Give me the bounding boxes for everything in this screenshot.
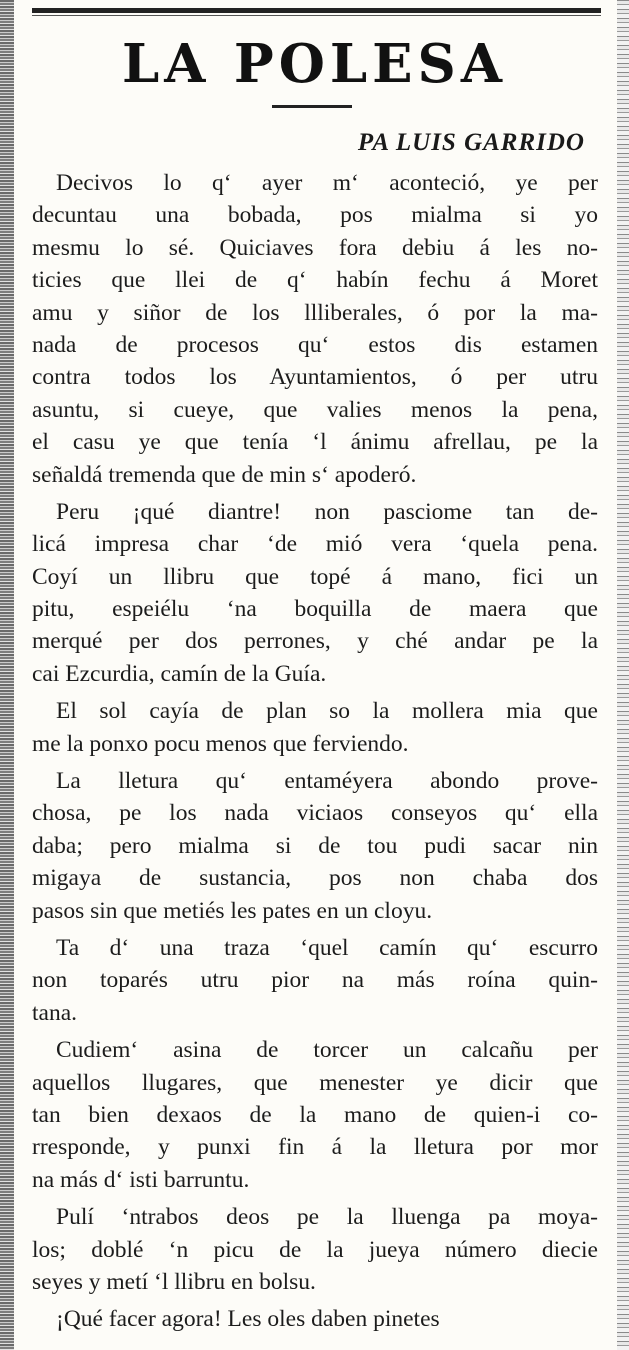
article-paragraph — [32, 1034, 598, 1196]
text-line: aquellos llugares, que menester ye dicir que — [32, 1069, 598, 1096]
text-line: tan bien dexaos de la mano de quien-i co- — [32, 1101, 598, 1128]
text-line: ticies que llei de q‘ habín fechu á Moret — [32, 267, 598, 294]
text-line: chosa, pe los nada viciaos conseyos qu‘ ella — [32, 800, 598, 827]
article-paragraph — [32, 695, 598, 760]
article-title: LA POLESA — [122, 33, 507, 95]
text-line: los; doblé ‘n picu de la jueya número diecie — [32, 1236, 598, 1263]
text-line: na más d‘ isti barruntu. — [32, 1166, 250, 1193]
text-line: el casu ye que tenía ‘l ánimu afrellau, pe la — [32, 429, 598, 456]
article-paragraph — [32, 932, 598, 1029]
article-paragraph — [32, 1303, 598, 1335]
text-line: Ta d‘ una traza ‘quel camín qu‘ escurro — [56, 934, 598, 961]
article-paragraph — [32, 167, 598, 491]
text-line: amu y siñor de los llliberales, ó por la ma- — [32, 299, 598, 326]
text-line: asuntu, si cueye, que valies menos la pena, — [32, 396, 598, 423]
text-line: me la ponxo pocu menos que ferviendo. — [32, 730, 409, 757]
text-line: pitu, espeiélu ‘na boquilla de maera que — [32, 596, 598, 623]
text-line: decuntau una bobada, pos mialma si yo — [32, 202, 598, 229]
text-line: licá impresa char ‘de mió vera ‘quela pena. — [32, 531, 598, 558]
article-paragraph — [32, 1201, 598, 1298]
article-paragraph — [32, 496, 598, 690]
text-line: La lletura qu‘ entaméyera abondo prove- — [56, 768, 598, 795]
text-line: seyes y metí ‘l llibru en bolsu. — [32, 1268, 316, 1295]
page-edge-right — [617, 0, 629, 1350]
text-line: cai Ezcurdia, camín de la Guía. — [32, 660, 327, 687]
text-line: contra todos los Ayuntamientos, ó per utru — [32, 364, 598, 391]
text-line: Decivos lo q‘ ayer m‘ aconteció, ye per — [56, 170, 598, 196]
text-line: Peru ¡qué diantre! non pasciome tan de- — [56, 498, 598, 525]
text-line: mesmu lo sé. Quiciaves fora debiu á les no- — [32, 234, 598, 261]
text-line: tana. — [32, 999, 78, 1026]
text-line: Coyí un llibru que topé á mano, fici un — [32, 563, 598, 590]
text-line: merqué per dos perrones, y ché andar pe la — [32, 628, 598, 655]
article-byline: PA LUIS GARRIDO — [357, 129, 585, 156]
text-line: nada de procesos qu‘ estos dis estamen — [32, 331, 598, 358]
text-line: señaldá tremenda que de min s‘ apoderó. — [32, 461, 417, 488]
text-line: Cudiem‘ asina de torcer un calcañu per — [56, 1037, 598, 1064]
text-line: daba; pero mialma si de tou pudi sacar nin — [32, 832, 598, 859]
text-line: pasos sin que metiés les pates en un cloyu. — [32, 897, 433, 924]
text-line: El sol cayía de plan so la mollera mia que — [56, 698, 598, 725]
text-line: migaya de sustancia, pos non chaba dos — [32, 865, 598, 892]
page-edge-left — [0, 0, 14, 1350]
title-divider — [272, 105, 352, 108]
top-rule-thin — [32, 15, 601, 16]
text-line: rresponde, y punxi fin á la lletura por mor — [32, 1134, 598, 1161]
text-line: non toparés utru pior na más roína quin- — [32, 967, 598, 994]
article-paragraph — [32, 765, 598, 927]
text-line: ¡Qué facer agora! Les oles daben pinetes — [56, 1306, 440, 1333]
text-line: Pulí ‘ntrabos deos pe la lluenga pa moya- — [56, 1204, 598, 1231]
top-rule — [32, 8, 601, 13]
article-body — [32, 167, 598, 1341]
